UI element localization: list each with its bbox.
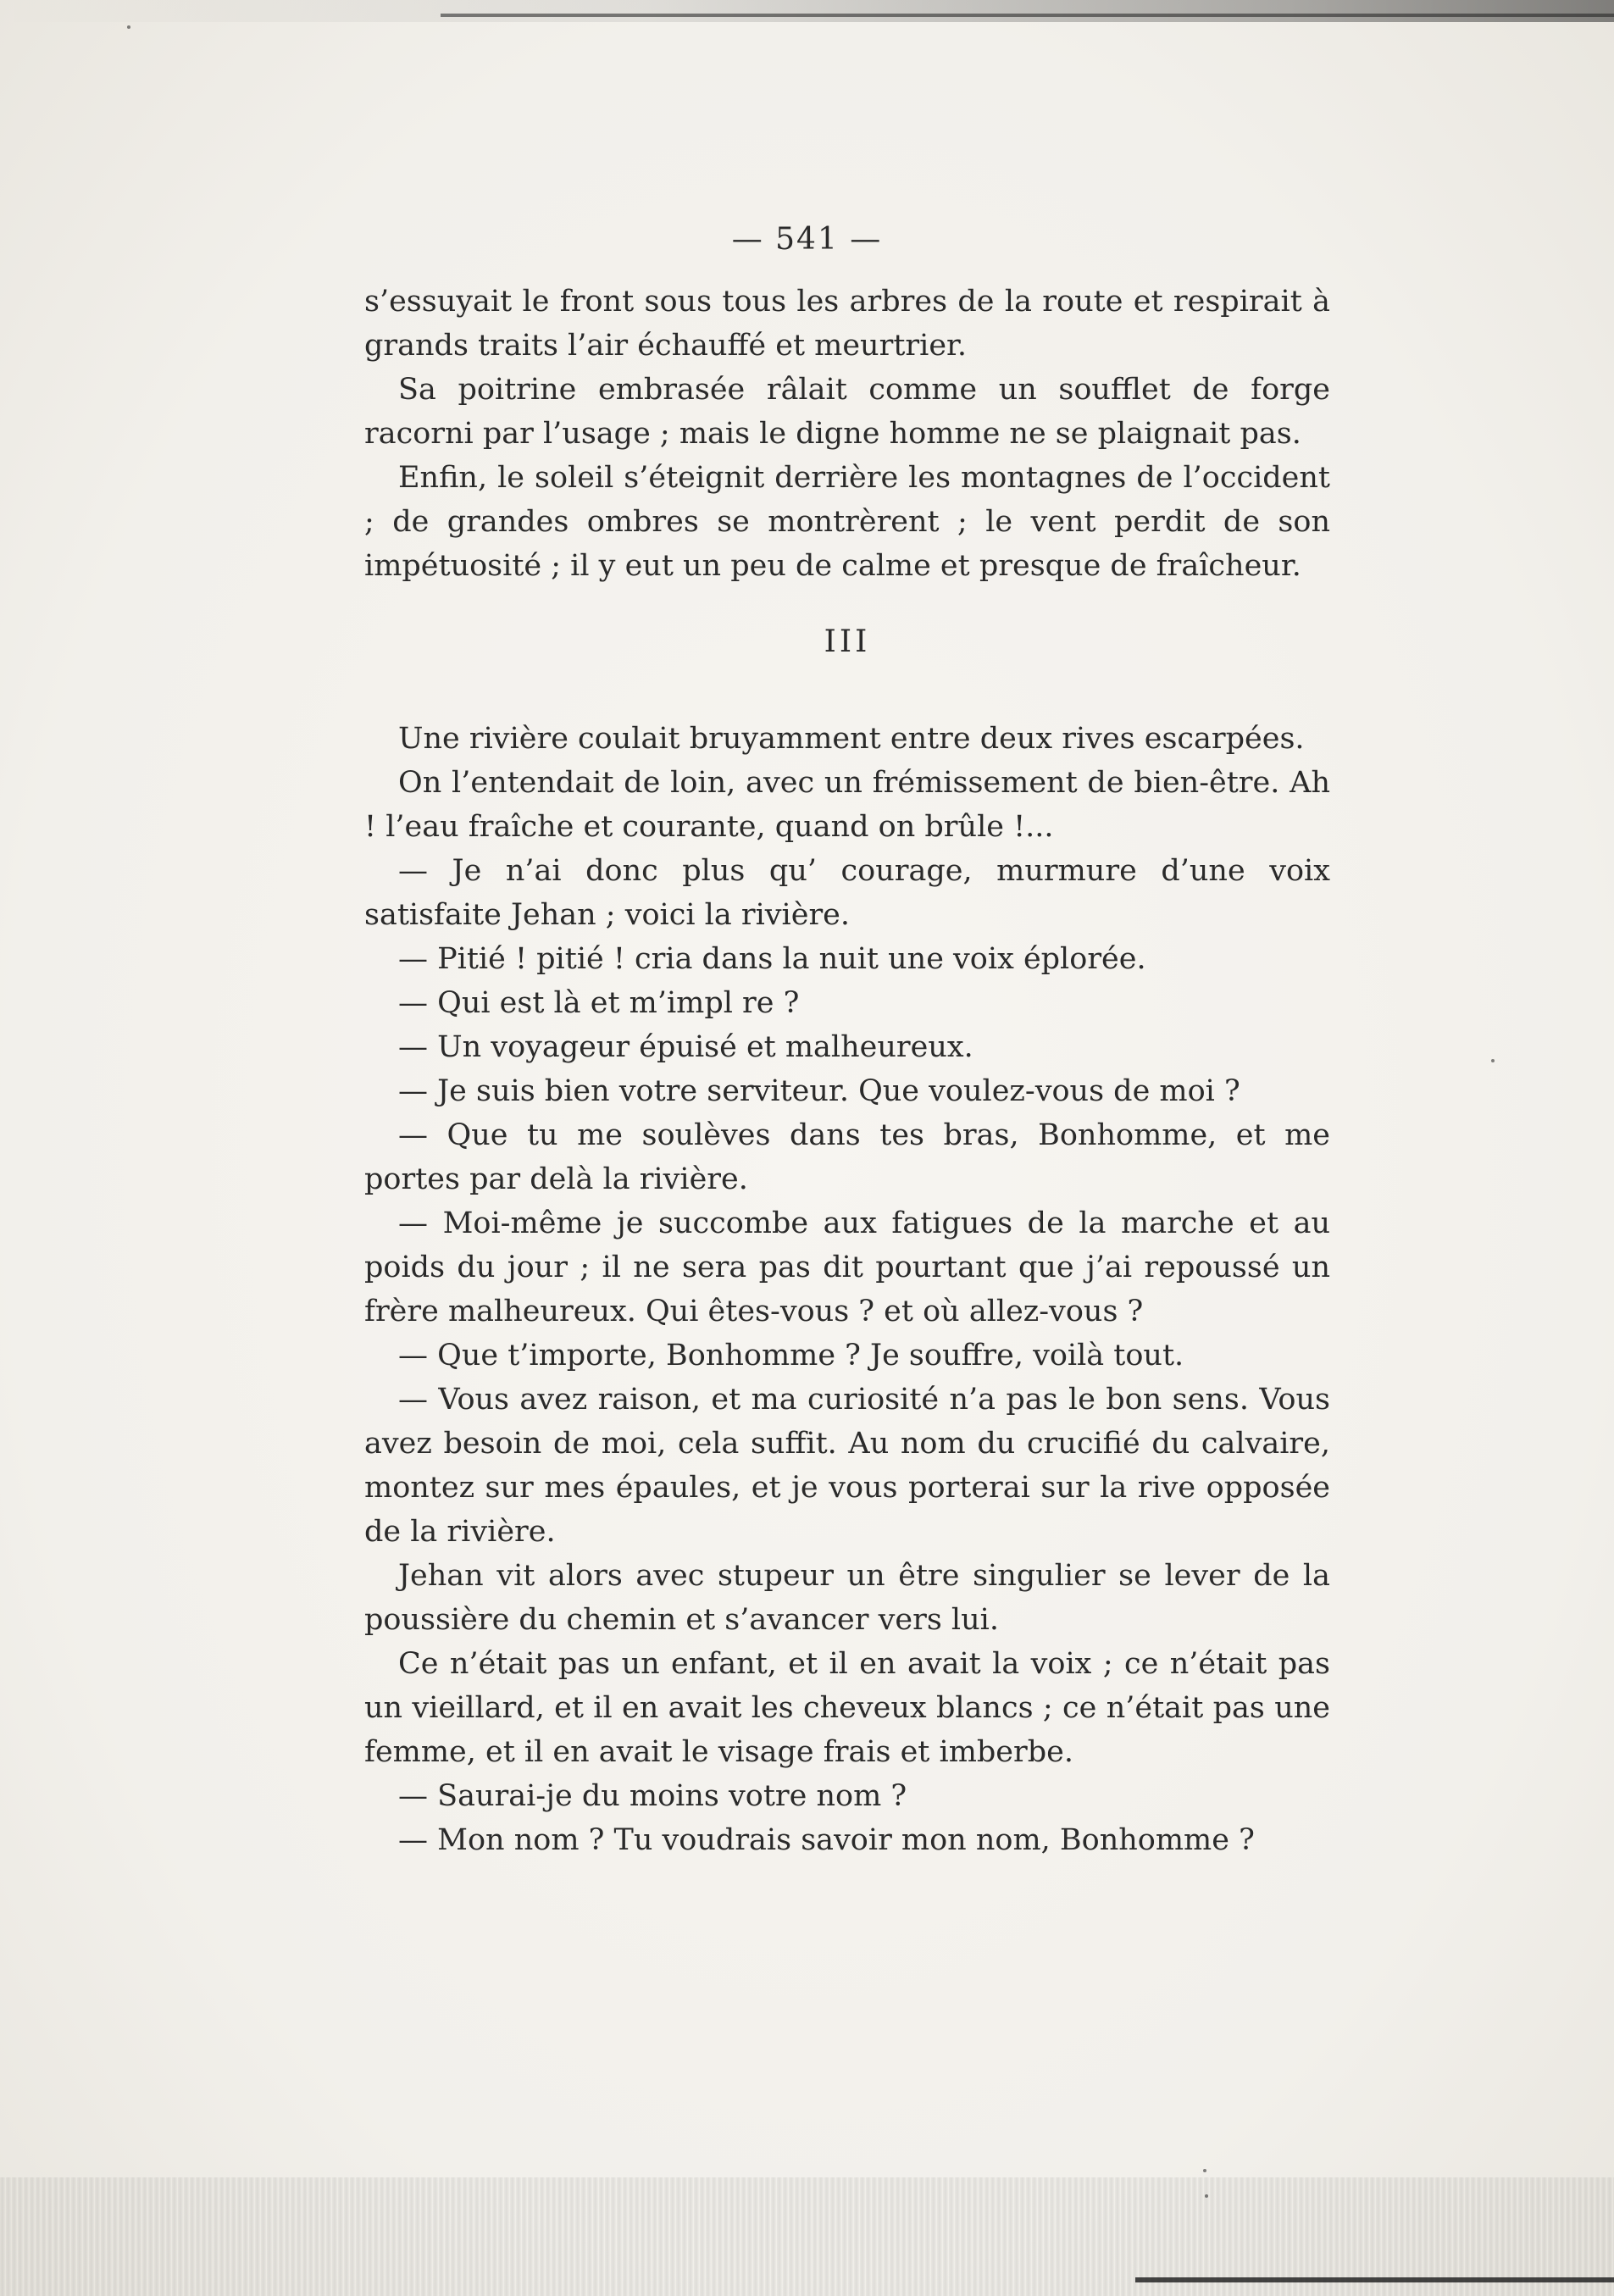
paragraph: On l’entendait de loin, avec un frémissement de bien-être. Ah ! l’eau fraîche et courante, quand on brûle !... <box>364 766 1330 844</box>
dialogue-line: — Je n’ai donc plus qu’ courage, murmure d’une voix satisfaite Jehan ; voici la rivière. <box>364 854 1330 932</box>
scan-edge-top <box>0 0 1614 22</box>
dialogue-line: — Un voyageur épuisé et malheureux. <box>398 1030 973 1064</box>
paragraph: Jehan vit alors avec stupeur un être singulier se lever de la poussière du chemin et s’avancer vers lui. <box>364 1559 1330 1637</box>
ink-speck <box>127 25 130 29</box>
dialogue-line: — Je suis bien votre serviteur. Que voulez-vous de moi ? <box>398 1074 1240 1108</box>
scan-edge-bottom-line <box>1135 2277 1614 2282</box>
paragraph: s’essuyait le front sous tous les arbres de la route et respirait à grands traits l’air échauffé et meurtrier. <box>364 285 1330 363</box>
scan-edge-top-line <box>441 14 1614 17</box>
dialogue-line: — Qui est là et m’impl re ? <box>398 986 800 1020</box>
paragraph: Ce n’était pas un enfant, et il en avait la voix ; ce n’était pas un vieillard, et il en avait les cheveux blancs ; ce n’était pas une femme, et il en avait le visage frais et imberbe. <box>364 1647 1330 1769</box>
dialogue-line: — Moi-même je succombe aux fatigues de la marche et au poids du jour ; il ne sera pas dit pourtant que j’ai repoussé un frère malheureux. Qui êtes-vous ? et où allez-vous ? <box>364 1206 1330 1328</box>
paragraph: Une rivière coulait bruyamment entre deux rives escarpées. <box>398 722 1305 756</box>
section-heading: III <box>824 624 871 659</box>
dialogue-line: — Saurai-je du moins votre nom ? <box>398 1779 907 1813</box>
dialogue-line: — Que tu me soulèves dans tes bras, Bonhomme, et me portes par delà la rivière. <box>364 1118 1330 1196</box>
page-number: — 541 — <box>731 222 883 257</box>
ink-speck <box>1491 1059 1495 1062</box>
dialogue-line: — Que t’importe, Bonhomme ? Je souffre, voilà tout. <box>398 1339 1184 1373</box>
body-text <box>364 280 1330 1862</box>
ink-speck <box>1203 2169 1206 2172</box>
dialogue-line: — Vous avez raison, et ma curiosité n’a pas le bon sens. Vous avez besoin de moi, cela suffit. Au nom du crucifié du calvaire, montez sur mes épaules, et je vous porterai sur la rive opposée de la rivière. <box>364 1383 1330 1549</box>
ink-speck <box>1205 2194 1208 2198</box>
dialogue-line: — Mon nom ? Tu voudrais savoir mon nom, Bonhomme ? <box>398 1823 1255 1857</box>
paragraph: Enfin, le soleil s’éteignit derrière les montagnes de l’occident ; de grandes ombres se montrèrent ; le vent perdit de son impétuosité ; il y eut un peu de calme et presque de fraîcheur. <box>364 461 1330 583</box>
dialogue-line: — Pitié ! pitié ! cria dans la nuit une voix éplorée. <box>398 942 1146 976</box>
paragraph: Sa poitrine embrasée râlait comme un soufflet de forge racorni par l’usage ; mais le digne homme ne se plaignait pas. <box>364 373 1330 451</box>
